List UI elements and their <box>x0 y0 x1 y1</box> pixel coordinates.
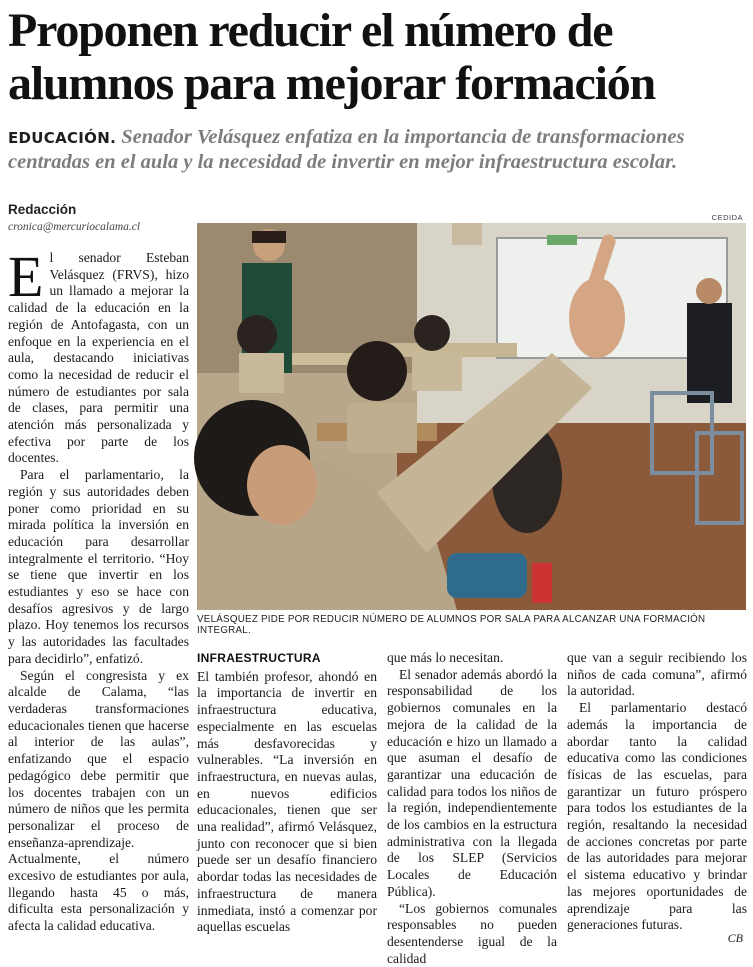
paragraph: Según el congresista y ex alcalde de Calama, “las verdaderas transformaciones educacionales tienen que hacerse al interior de las aulas”, enfatizando que el espacio pedagógico debe permitir que los docentes trabajen con un número de niños que les permita personalizar el proceso de enseñanza-aprendizaje. Actualmente, el número excesivo de estudiantes por aula, llegando hasta 45 o más, dificulta esta personalización y afecta la calidad educativa. <box>8 667 189 934</box>
paragraph-text: l senador Esteban Velásquez (FRVS), hizo un llamado a mejorar la calidad de la educación en la región de Antofagasta, con un enfoque en la experiencia en el aula, destacando iniciativas como la necesidad de reducir el número de estudiantes por sala de clases, para permitir una atención más personalizada y efectiva por parte de los docentes. <box>8 250 189 466</box>
paragraph: que van a seguir recibiendo los niños de cada comuna”, afirmó la autoridad. <box>567 650 747 699</box>
body-column-4 <box>567 650 747 934</box>
body-column-2 <box>197 650 377 936</box>
paragraph: El parlamentario destacó además la importancia de abordar tanto la calidad educativa como las condiciones físicas de las escuelas, para garantizar un futuro próspero para todos los estudiantes de la región, resaltando la necesidad de acciones concretas por parte de las autoridades para mejorar el sistema educativo y brindar las mejores oportunidades de aprendizaje para las generaciones futuras. <box>567 700 747 933</box>
paragraph: El senador además abordó la responsabilidad de los gobiernos comunales en la mejora de la calidad de la educación e hizo un llamado a que asuman el desafío de garantizar una educación de calidad para todos los niños de la región, independientemente de los cambios en la estructura administrativa con la llegada de los SLEP (Servicios Locales de Educación Pública). <box>387 666 557 899</box>
byline <box>8 202 188 233</box>
deck <box>8 125 748 174</box>
body-column-1 <box>8 244 189 935</box>
paragraph: que más lo necesitan. <box>387 650 504 665</box>
dropcap: E <box>8 244 44 309</box>
paragraph <box>8 244 189 467</box>
paragraph: El también profesor, ahondó en la importancia de invertir en infraestructura educativa, especialmente en las escuelas más desfavorecidas y vulnerables. “La inversión en infraestructura, en nuevas aulas, en nuevos edificios educacionales, tienen que ser una realidad”, afirmó Velásquez, junto con reconocer que si bien puede ser un desafío financiero abordar todas las necesidades de infraestructura de manera inmediata, instó a comenzar por aquellas escuelas <box>197 668 377 935</box>
deck-text: Senador Velásquez enfatiza en la importancia de transformaciones centradas en el aula y la necesidad de invertir en mejor infraestructura escolar. <box>8 126 685 173</box>
classroom-illustration <box>197 223 746 610</box>
end-mark: CB <box>727 931 743 945</box>
byline-email: cronica@mercuriocalama.cl <box>8 221 141 233</box>
paragraph: Para el parlamentario, la región y sus autoridades deben poner como prioridad en su mirada política la inversión en educación para desarrollar integralmente el territorio. “Hoy se tiene que invertir en los estudiantes y eso se hace con desafíos agresivos y de largo plazo. Hoy tenemos los recursos y las autoridades las facultades para decidirlo”, enfatizó. <box>8 467 189 666</box>
photo-credit: CEDIDA <box>711 213 743 222</box>
body-column-3 <box>387 650 557 967</box>
section-label: EDUCACIÓN. <box>8 129 117 147</box>
byline-author: Redacción <box>8 202 77 217</box>
paragraph: “Los gobiernos comunales responsables no pueden desentenderse igual de la calidad <box>387 900 557 966</box>
subhead: INFRAESTRUCTURA <box>197 651 321 665</box>
headline: Proponen reducir el número de alumnos para mejorar formación <box>8 4 656 110</box>
classroom-photo <box>197 223 746 610</box>
photo-caption: VELÁSQUEZ PIDE POR REDUCIR NÚMERO DE ALUMNOS POR SALA PARA ALCANZAR UNA FORMACIÓN INTEGRAL. <box>197 614 706 636</box>
